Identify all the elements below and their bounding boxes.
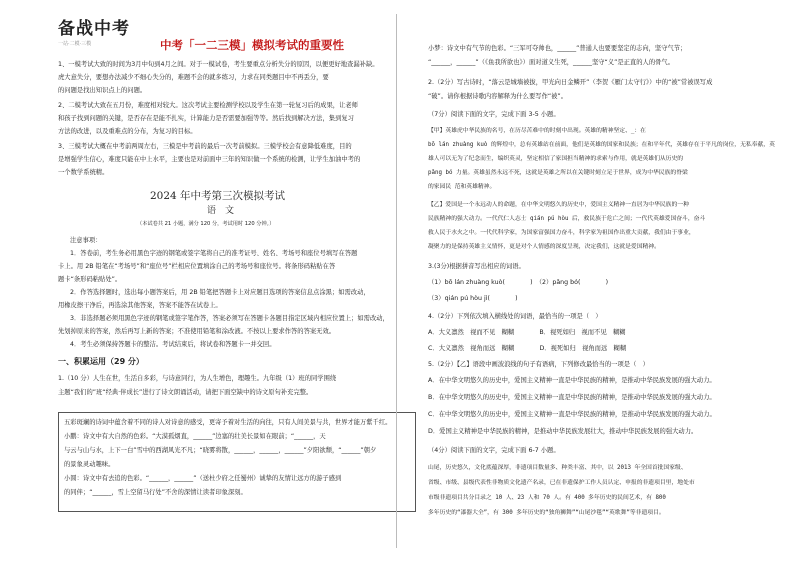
logo-subtext: 一站·二模·三模 <box>58 41 92 47</box>
passage-line: 【乙】爱国是一个永远动人的命题，在中华文明悠久的历史中，爱国主义精神一直居为中华民族的一种 <box>428 202 689 208</box>
subject-title: 语 文 <box>207 206 235 216</box>
passage-line: 山尾，历史悠久，文化底蕴深厚，非遗项目数量多、种类丰富、其中，以 2013 年全国首批国家级、 <box>428 465 687 471</box>
box-line: 与云与山与水，上下一白”雪中的西湖风光不凡；“晓雾将散，______，______，______”夕阳欲颓，“______”朝夕 <box>64 447 377 454</box>
question-5-option: A．在中华文明悠久的历史中，爱国主义精神一直是中华民族的精神，是推动中华民族发展的强大动力。 <box>428 377 716 384</box>
intro-line: 2、二模考试大致在五月份，难度相对较大。这次考试主要检测学校以及学生在第一轮复习后的成果，让老师 <box>58 102 358 109</box>
note-line: 1．答卷前，考生务必用黑色字迹的钢笔或签字笔将自己的准考证号、姓名、考场号和座位号填写在答题 <box>70 250 358 257</box>
right-line: “破”。请你根据诗歌内容解释为什么要写作“被”。 <box>428 93 567 100</box>
question-6-7-intro: （4分）阅读下面的文字，完成下面 6-7 小题。 <box>428 447 560 454</box>
note-line: 题卡“条形码粘贴处”。 <box>58 276 122 283</box>
note-line: 用橡皮擦干净后，再选涂其他答案，答案不能答在试卷上。 <box>58 302 222 309</box>
question-3-blank: （3）qián pú hòu jì( ) <box>428 295 518 302</box>
box-line: 五彩斑斓的诗词中蕴含着不同的诗人对诗意的感受，更寄予着对生活的向往，只有人间美景与共，世界才能万紫千红。 <box>64 419 392 426</box>
question-3: 3.(3分)根据拼音写出相应的词语。 <box>428 263 525 270</box>
intro-line: 3、三模考试大概在中考前两周左右，三模是中考前的最后一次考前模拟。三模学校会有意降低难度，目的 <box>58 143 352 150</box>
passage-line: pǎng bó 力量。英雄虽然永远不死，这就是英雄之所以在关键时刻立足于世界，成为中华民族的脊梁 <box>428 170 688 176</box>
question-1-line: 主题“我们的”班“经典·伴成长”进行了诗文朗诵活动，请把下面空缺中的诗文原句补充完整。 <box>58 389 313 396</box>
intro-line: 1、一模考试大致的时间为3月中旬到4月之间。对于一模试卷，考生要重点分析失分的原因，以便更好地查漏补缺。 <box>58 61 379 68</box>
question-5-option: C．在中华文明悠久的历史中，爱国主义精神一直是中华民族的精神，是推动中华民族发展的强大动力。 <box>428 411 716 418</box>
passage-line: 民族精神的强大动力。一代代仁人志士 qián pú hòu 后，救民族于危亡之间；一代代英雄爱国奋斗，奋斗 <box>428 216 706 222</box>
intro-line: 方法的改进，以及重难点的分布，为复习的目标。 <box>58 128 197 135</box>
passage-line: bō lán zhuàng kuò 的辉煌中，总有英雄站在前面，他们是英雄的国家和民族；在和平年代，英雄存在于平凡的岗位，无私奉献，英 <box>428 142 775 148</box>
note-line: 3．非选择题必须用黑色字迹的钢笔或签字笔作答，答案必须写在答题卡各题目指定区域内相应位置上；如需改动， <box>70 315 389 322</box>
right-line: 小梦：诗文中有气节的色彩。“三军可夺帅也，______”普通人也要要坚定的志向，坚守气节； <box>428 45 687 52</box>
box-line: 小鹏：诗文中有大自然的色彩。“大漠孤烟直，______”边塞的壮美长景如在眼前；“______，天 <box>64 433 326 440</box>
note-line: 先划掉原来的答案，然后再写上新的答案；不准使用铅笔和涂改液。不按以上要求作答的答案无效。 <box>58 328 336 335</box>
passage-line: 雄人可以无为了纪念而生，编织英灵，坚定相信了家国担当精神的求索与作用，就是英雄们从历史的 <box>428 156 684 162</box>
passage-line: 救人民于水火之中。一代代科学家，为国家富强国力奋斗，科学家为祖国作出重大贡献，我们由于事业， <box>428 230 695 236</box>
note-line: 4．考生必须保持答题卡的整洁。考试结束后，将试卷和答题卡一并交回。 <box>70 341 276 348</box>
intro-line: 和孩子找到问题的关键，是否存在是能不扎实，计算能力是否需要加强等等。然后找到解决方法，集到复习 <box>58 115 354 122</box>
question-5-option: D．爱国主义精神是中华民族的精神，是推动中华民族发展壮大，推动中华民族发展的强大动力。 <box>428 428 698 435</box>
exam-meta: （本试卷共 21 小题，满分 120 分，考试用时 120 分钟。） <box>137 221 275 227</box>
passage-line: 省级、市级、县级代表性非物质文化遗产名录，已在非遗保护工作人员认定、申报的非遗项目里，地处市 <box>428 480 695 486</box>
box-line: 的同伴；“______，雪上空留马行处”不舍的深情让读者印象深刻。 <box>64 489 247 496</box>
passage-line: 市级非遗项目共分目录之 10 人、23 人和 70 人。有 400 多年历史的民间艺术，有 800 <box>428 495 666 501</box>
box-line: 的景象灵动趣味。 <box>64 461 115 468</box>
passage-line: 的家园民 范和英雄精神。 <box>428 184 496 190</box>
question-4: 4.（2分）下列依次填入横线处的词语，最恰当的一项是（ ） <box>428 313 602 320</box>
intro-line: 是增强学生信心，难度只能在中上水平，主要也是对前面中三年的知识做一个系统的检测，让学生加油中考的 <box>58 156 361 163</box>
passage-line: 多年历史的“漆器大全”，有 300 多年历史的“独角狮舞”“山尾沙毯”“英歌舞”等非遗项目。 <box>428 510 665 516</box>
notes-title: 注意事项： <box>70 237 102 244</box>
question-1-line: 1.（10 分）人生在世，生活自多彩，与诗意同行，为人生增色，理趣生。九年级（1）班的同学围绕 <box>58 375 337 382</box>
question-5-option: B．在中华文明悠久的历史中，爱国主义精神一直是中华民族的精神，是推动中华民族发展的强大动力。 <box>428 394 716 401</box>
section-heading: 一、积累运用（29 分） <box>58 357 144 366</box>
intro-line: 的问题是找出知识点上的问题。 <box>58 87 147 94</box>
right-line: （7分）阅读下面的文字，完成下面 3-5 小题。 <box>428 111 560 118</box>
note-line: 2．作答选择题时，选出每小题答案后，用 2B 铅笔把答题卡上对应题目选项的答案信息点涂黑；如需改动， <box>70 289 370 296</box>
passage-line: 凝聚力的是保持英雄主义情怀，更是对个人情感的深度呈现，决定我们，这就是爱国精神。 <box>428 244 660 250</box>
box-line: 小圆：诗文中有去追的色彩。“______，______”（送杜少府之任蜀州）诚挚的友情让远方的游子感到 <box>64 475 342 482</box>
question-3-blank: （1）bō lán zhuàng kuò( ) （2）pǎng bó( ) <box>428 279 609 286</box>
question-4-option: C．大义凛然 视角而远 糊糊 D．视死如归 视角而远 糊糊 <box>428 345 627 352</box>
passage-line: 【甲】英雄虎中华民族的名号，在历尽苦难中的时刻中出现。英雄的精神坚定、_：在 <box>428 128 646 134</box>
question-5: 5.（2分）【乙】语段中画波浪线的句子有语病，下列修改最恰当的一项是（ ） <box>428 361 649 368</box>
right-line: “______，______”（《鱼我所欲也》）面对道义生死，______坚守“义”是正直的人的骨气。 <box>428 59 675 66</box>
right-line: 2.（2分）写古诗时，“落云是城墙被拔，甲光向日金鳞开”（李贺《雁门太守行》）中的“被”常被误写成 <box>428 79 713 86</box>
note-line: 卡上。用 2B 铅笔在“考场号”和“座位号”栏相应位置填涂自己的考场号和座位号。将条形码粘贴在答 <box>58 263 336 270</box>
brand-logo <box>58 14 138 50</box>
intro-line: 一个数学系统精。 <box>58 169 109 176</box>
exam-title: 2024 年中考第三次模拟考试 <box>150 190 286 202</box>
banner-title: 中考「一二三模」模拟考试的重要性 <box>160 38 344 52</box>
question-4-option: A．大义凛然 视而不见 糊糊 B．视死如归 视而不见 糊糊 <box>428 329 626 336</box>
logo-text: 备战中考 <box>58 19 130 39</box>
intro-line: 虎大意失分，要想办法减少不细心失分的，难题不会的就多练习，力求在同类题目中不再丢分，要 <box>58 74 329 81</box>
